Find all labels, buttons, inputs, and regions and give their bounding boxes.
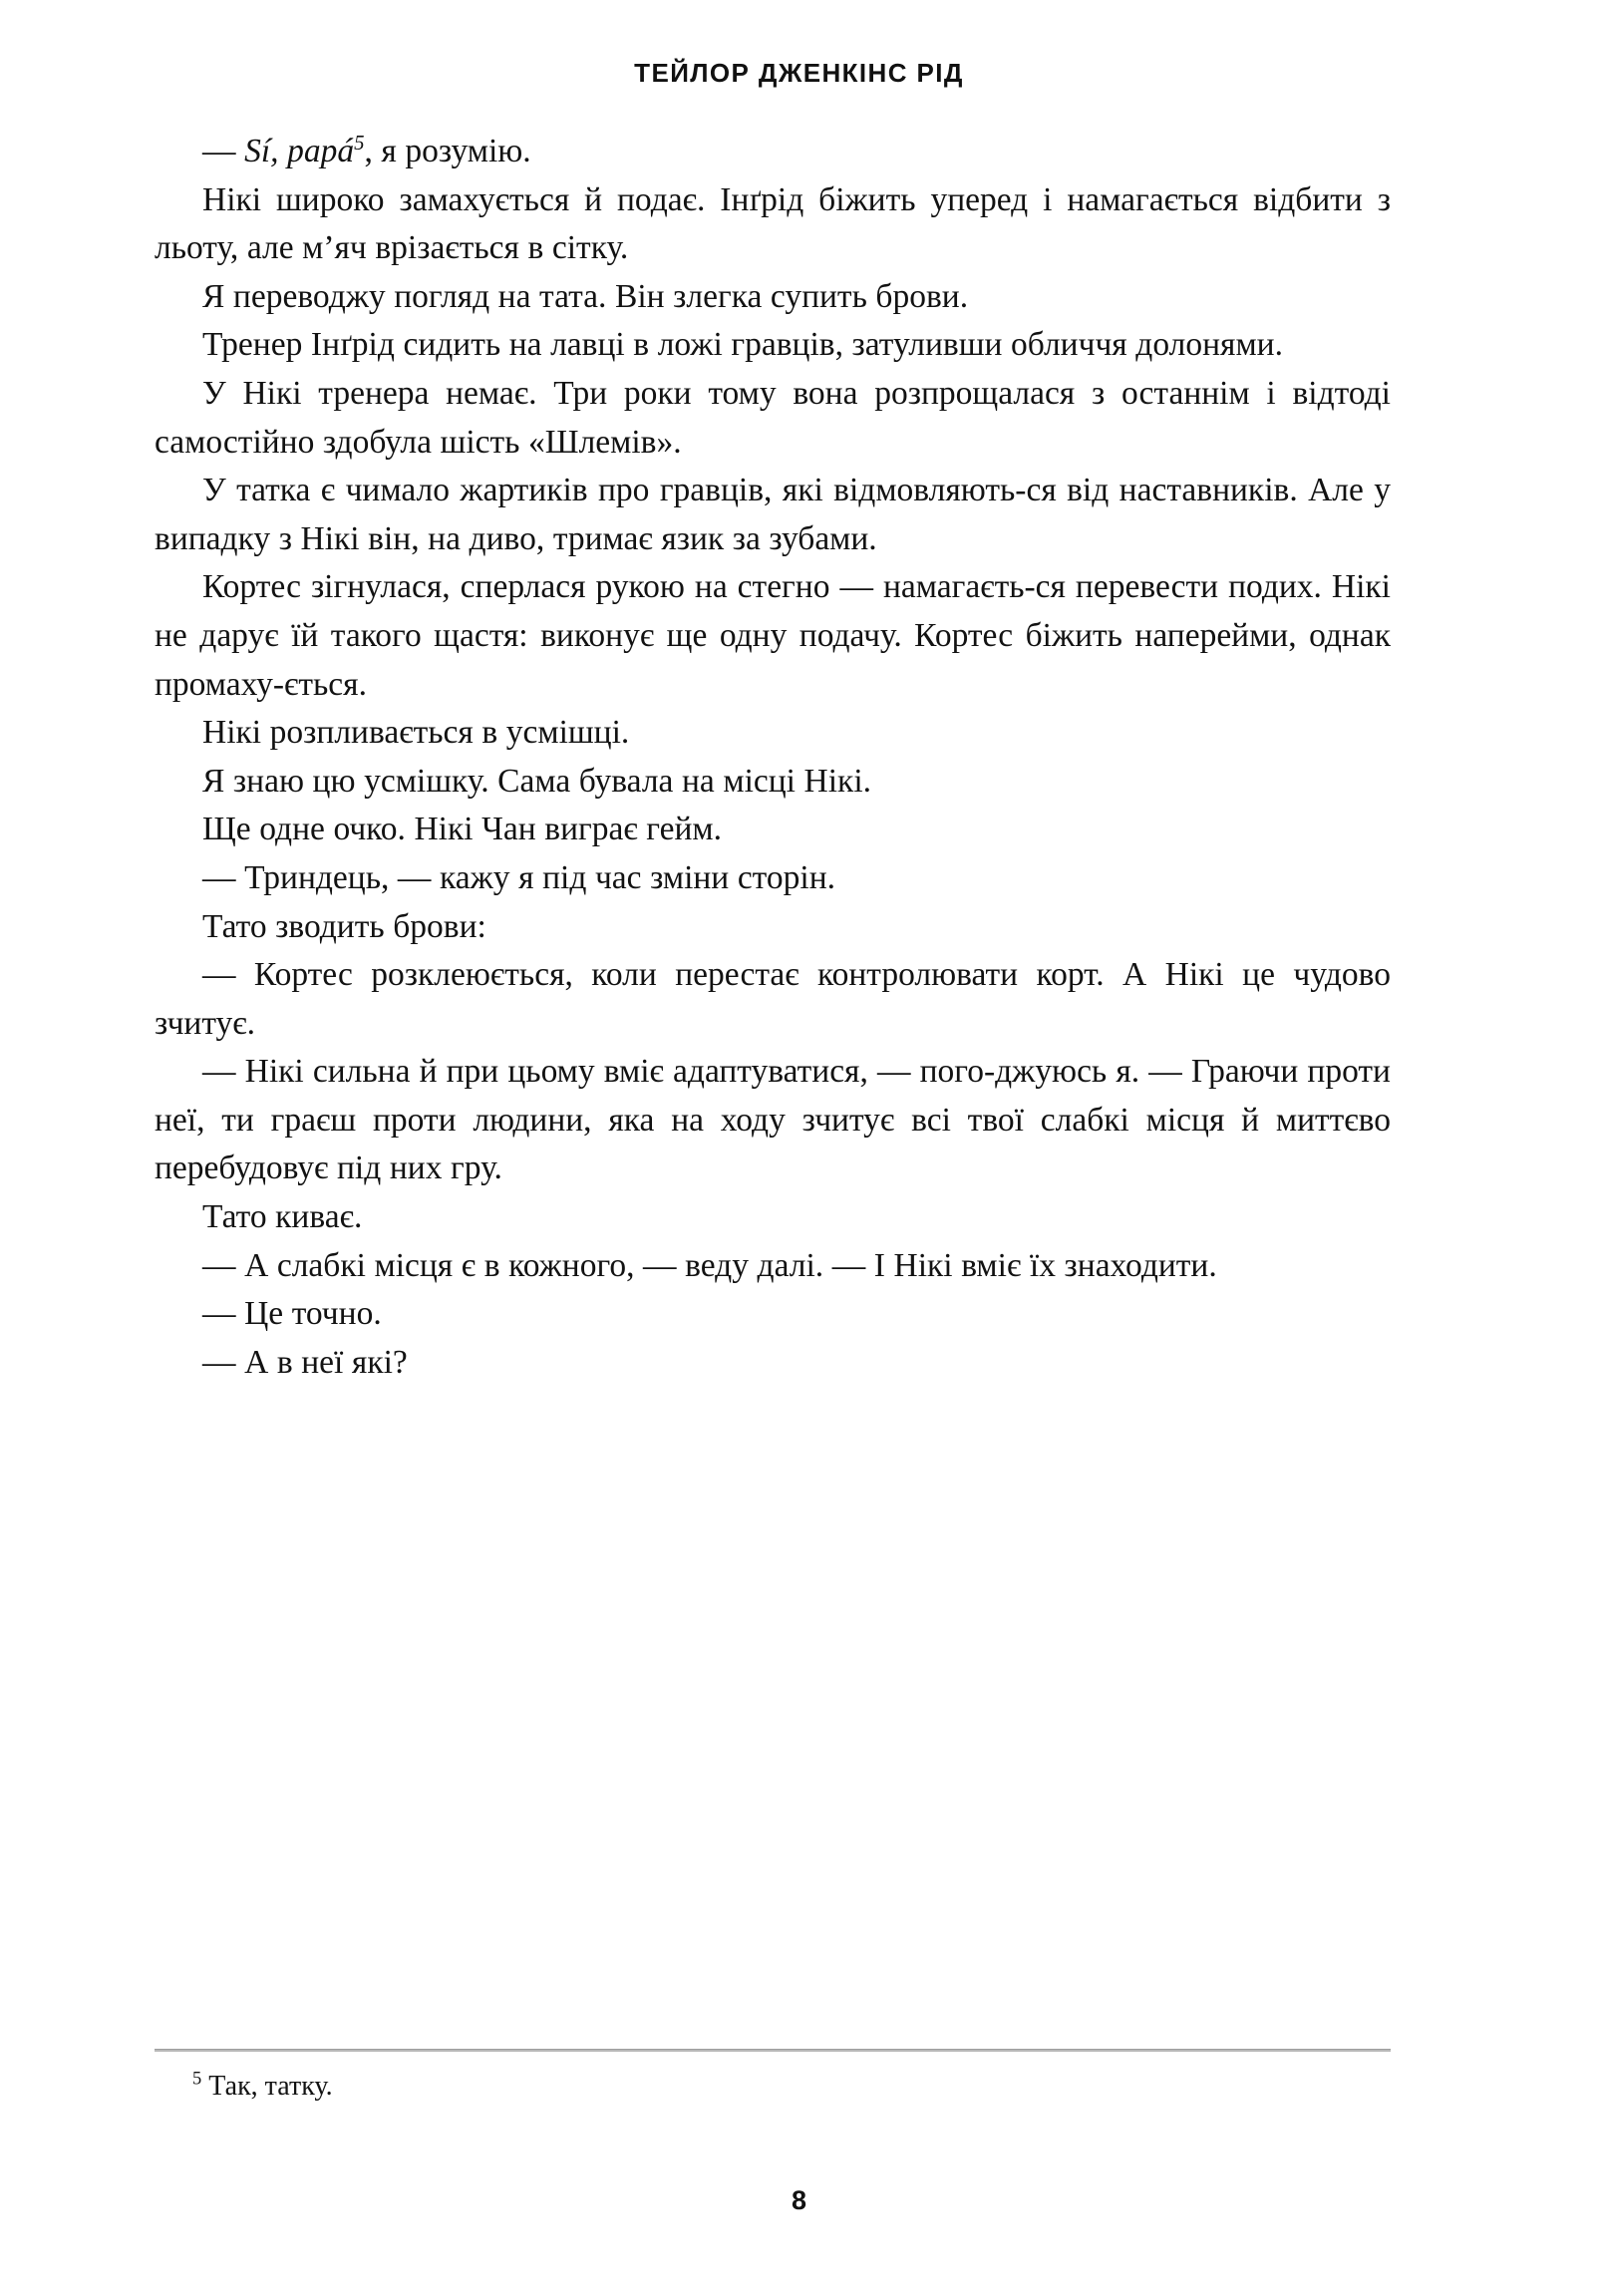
footnote — [155, 2068, 1391, 2106]
paragraph: — Кортес розклеюється, коли перестає контролювати корт. А Нікі це чудово зчитує. — [155, 956, 1391, 1042]
paragraph: Ще одне очко. Нікі Чан виграє гейм. — [202, 811, 722, 848]
dialogue-dash: — — [202, 133, 245, 169]
paragraph: У Нікі тренера немає. Три роки тому вона розпрощалася з останнім і відтоді самостійно здобула шість «Шлемів». — [155, 374, 1391, 461]
paragraph-tail: , я розумію. — [364, 133, 531, 169]
paragraph: Тато киває. — [202, 1198, 363, 1236]
paragraph: У татка є чимало жартиків про гравців, які відмовляють-ся від наставників. Але у випадку з Нікі він, на диво, тримає язик за зубами. — [155, 472, 1391, 557]
paragraph: Я знаю цю усмішку. Сама бувала на місці Нікі. — [202, 762, 872, 800]
paragraph: — Триндець, — кажу я під час зміни сторін. — [202, 858, 835, 896]
paragraph: — Нікі сильна й при цьому вміє адаптуватися, — пого-джуюсь я. — Граючи проти неї, ти граєш проти людини, яка на ходу зчитує всі твої слабкі місця й миттєво перебудовує під них гру. — [155, 1053, 1391, 1187]
paragraph: Я переводжу погляд на тата. Він злегка супить брови. — [202, 277, 969, 315]
paragraph — [155, 128, 1391, 176]
footnote-text: Так, татку. — [201, 2071, 333, 2102]
paragraph: Тато зводить брови: — [202, 907, 486, 945]
paragraph: — А слабкі місця є в кожного, — веду далі. — І Нікі вміє їх знаходити. — [202, 1246, 1217, 1284]
paragraph: Кортес зігнулася, сперлася рукою на стегно — намагаєть-ся перевести подих. Нікі не дарує їй такого щастя: виконує ще одну подачу. Кортес біжить наперейми, однак промаху-ється. — [155, 568, 1391, 703]
paragraph: — Це точно. — [202, 1295, 382, 1333]
running-head: ТЕЙЛОР ДЖЕНКІНС РІД — [634, 58, 964, 88]
footnote-number: 5 — [192, 2068, 202, 2089]
paragraph: Тренер Інґрід сидить на лавці в ложі гравців, затуливши обличчя долонями. — [202, 326, 1283, 364]
footnote-separator-rule — [155, 2049, 1391, 2052]
paragraph: — А в неї які? — [202, 1343, 408, 1381]
paragraph: Нікі розпливається в усмішці. — [202, 714, 630, 752]
page-number: 8 — [791, 2185, 807, 2215]
footnote-reference[interactable]: 5 — [354, 131, 365, 155]
foreign-phrase: Sí, papá — [244, 133, 355, 169]
paragraph: Нікі широко замахується й подає. Інґрід біжить уперед і намагається відбити з льоту, але м’яч врізається в сітку. — [155, 180, 1391, 267]
footnote-area — [155, 2049, 1391, 2106]
body-text-block — [155, 128, 1391, 1387]
